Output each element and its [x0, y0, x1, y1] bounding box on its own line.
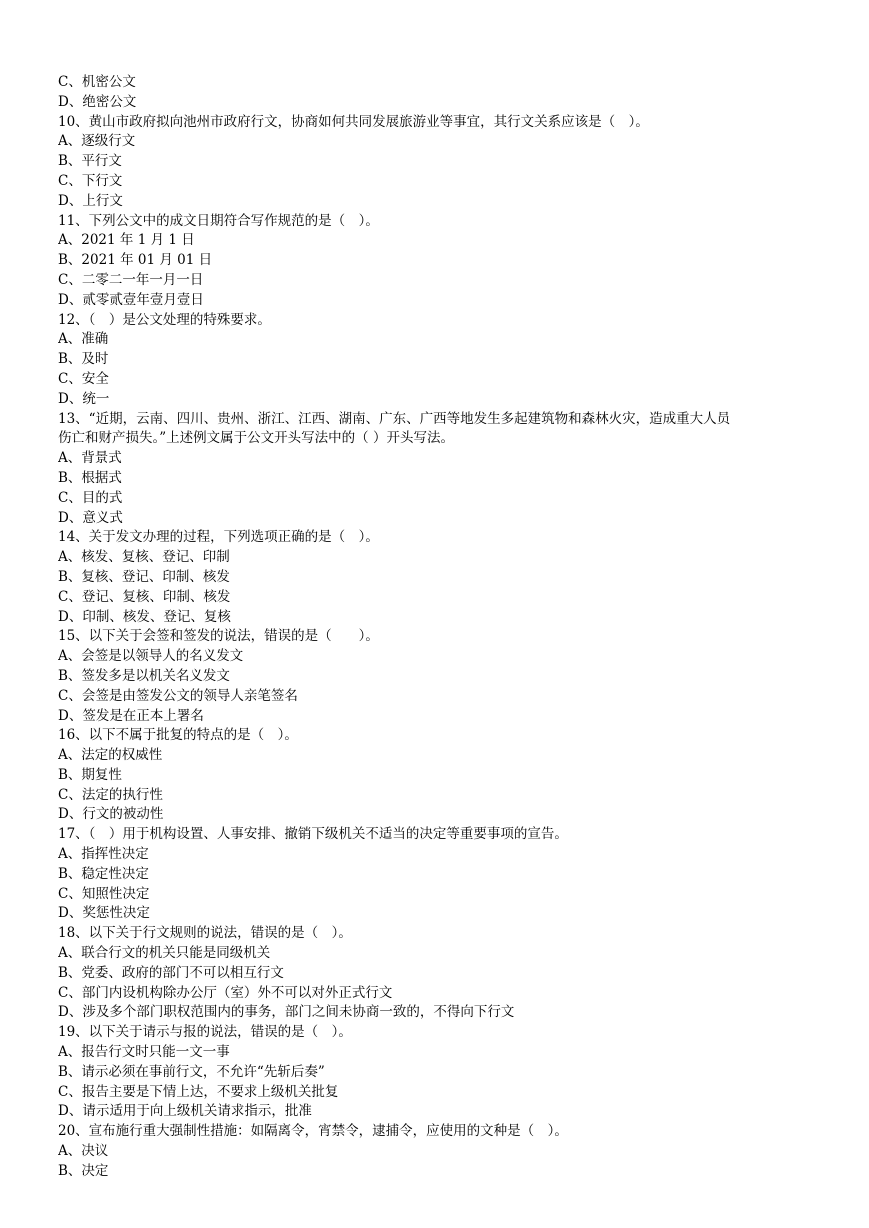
text-line: 11、下列公文中的成文日期符合写作规范的是（ ）。 — [58, 212, 379, 229]
text-line: D、行文的被动性 — [58, 806, 164, 823]
text-line: B、复核、登记、印制、核发 — [58, 568, 230, 585]
text-line: C、知照性决定 — [58, 885, 150, 902]
text-line: 14、关于发文办理的过程，下列选项正确的是（ ）。 — [58, 529, 379, 546]
text-line: 18、以下关于行文规则的说法，错误的是（ ）。 — [58, 925, 352, 942]
text-line: D、统一 — [58, 390, 110, 407]
text-line: B、根据式 — [58, 469, 122, 486]
text-line: A、法定的权威性 — [58, 747, 163, 764]
text-line: 19、以下关于请示与报的说法，错误的是（ ）。 — [58, 1024, 352, 1041]
text-line: D、绝密公文 — [58, 93, 137, 110]
text-line: A、会签是以领导人的名义发文 — [58, 648, 244, 665]
text-line: B、平行文 — [58, 153, 122, 170]
text-line: 12、（ ）是公文处理的特殊要求。 — [58, 311, 271, 328]
text-line: 10、黄山市政府拟向池州市政府行文，协商如何共同发展旅游业等事宜，其行文关系应该是（ ）。 — [58, 113, 649, 130]
text-line: A、2021 年 1 月 1 日 — [58, 232, 195, 249]
text-line: B、请示必须在事前行文，不允许“先斩后奏” — [58, 1063, 325, 1080]
text-line: 20、宣布施行重大强制性措施：如隔离令，宵禁令，逮捕令，应使用的文种是（ ）。 — [58, 1123, 568, 1140]
text-line: B、决定 — [58, 1162, 109, 1179]
text-line: 伤亡和财产损失。”上述例文属于公文开头写法中的（ ）开头写法。 — [58, 430, 454, 447]
text-line: A、背景式 — [58, 450, 122, 467]
text-line: 15、以下关于会签和签发的说法，错误的是（ ）。 — [58, 628, 379, 645]
text-line: D、请示适用于向上级机关请求指示，批准 — [58, 1103, 312, 1120]
text-line: C、安全 — [58, 370, 109, 387]
text-line: A、决议 — [58, 1143, 109, 1160]
text-line: D、意义式 — [58, 509, 123, 526]
text-line: A、联合行文的机关只能是同级机关 — [58, 945, 271, 962]
text-line: B、签发多是以机关名义发文 — [58, 667, 230, 684]
text-line: B、党委、政府的部门不可以相互行文 — [58, 964, 284, 981]
text-line: B、期复性 — [58, 766, 122, 783]
text-line: 16、以下不属于批复的特点的是（ ）。 — [58, 727, 298, 744]
text-line: B、稳定性决定 — [58, 865, 149, 882]
text-line: D、上行文 — [58, 192, 123, 209]
text-line: A、核发、复核、登记、印制 — [58, 549, 230, 566]
text-line: C、报告主要是下情上达，不要求上级机关批复 — [58, 1083, 339, 1100]
text-line: 13、“近期，云南、四川、贵州、浙江、江西、湖南、广东、广西等地发生多起建筑物和森林火灾，造成重大人员 — [58, 410, 731, 427]
text-line: B、2021 年 01 月 01 日 — [58, 252, 213, 269]
text-line: A、指挥性决定 — [58, 846, 149, 863]
text-line: D、印制、核发、登记、复核 — [58, 608, 231, 625]
text-line: A、准确 — [58, 331, 109, 348]
text-line: C、会签是由签发公文的领导人亲笔签名 — [58, 687, 298, 704]
text-line: D、贰零贰壹年壹月壹日 — [58, 291, 204, 308]
text-line: C、目的式 — [58, 489, 123, 506]
text-line: C、下行文 — [58, 172, 123, 189]
text-line: C、登记、复核、印制、核发 — [58, 588, 231, 605]
text-line: A、逐级行文 — [58, 133, 136, 150]
text-line: D、涉及多个部门职权范围内的事务，部门之间未协商一致的，不得向下行文 — [58, 1004, 515, 1021]
text-line: C、二零二一年一月一日 — [58, 271, 204, 288]
question-list — [58, 73, 828, 1182]
text-line: C、部门内设机构除办公厅（室）外不可以对外正式行文 — [58, 984, 393, 1001]
text-line: A、报告行文时只能一文一事 — [58, 1044, 230, 1061]
text-line: C、法定的执行性 — [58, 786, 163, 803]
text-line: D、签发是在正本上署名 — [58, 707, 204, 724]
text-line: B、及时 — [58, 351, 109, 368]
text-line: D、奖惩性决定 — [58, 905, 150, 922]
text-line: C、机密公文 — [58, 74, 136, 90]
text-line: 17、（ ）用于机构设置、人事安排、撤销下级机关不适当的决定等重要事项的宣告。 — [58, 826, 568, 843]
